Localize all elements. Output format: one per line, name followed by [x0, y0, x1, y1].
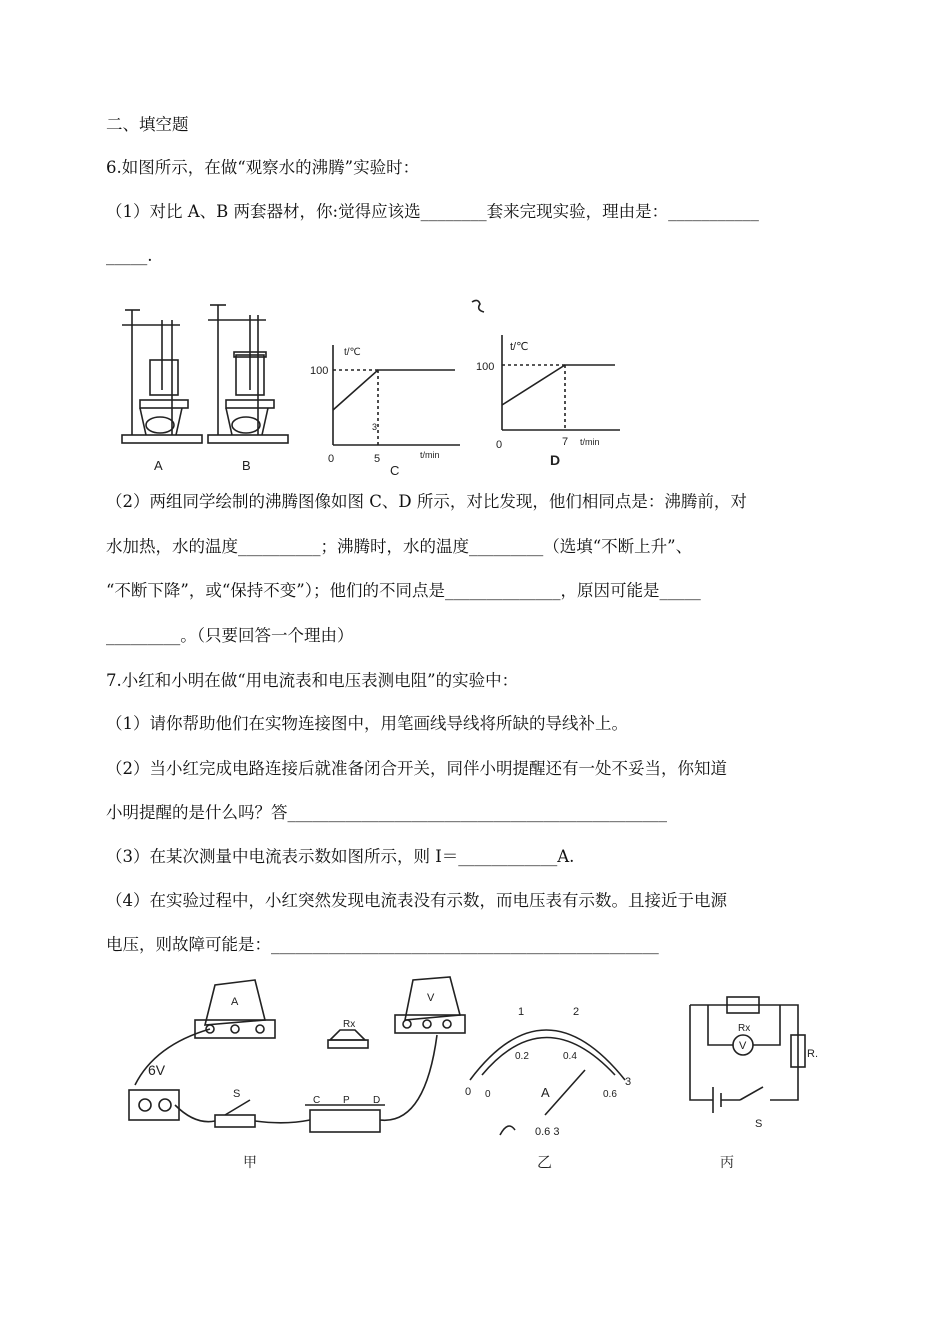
q7-part1: （1）请你帮助他们在实物连接图中，用笔画线导线将所缺的导线补上。: [106, 714, 628, 733]
graph-c-xlabel: t/min: [420, 450, 440, 460]
caption-jia: 甲: [243, 1154, 257, 1170]
rheostat-c: C: [313, 1095, 321, 1106]
graph-d-xlabel: t/min: [580, 437, 600, 447]
caption-bing: 丙: [720, 1154, 734, 1170]
graph-c-ytick: 100: [310, 365, 329, 377]
ammeter-letter-jia: A: [231, 996, 239, 1008]
rheostat-d: D: [373, 1095, 381, 1106]
q7-part2-line2: 小明提醒的是什么吗？答______________________________________________: [106, 803, 667, 822]
graph-d-xtick: 7: [562, 436, 569, 448]
ammeter-terminals: 0.6 3: [535, 1126, 560, 1138]
q7-figure: [115, 975, 855, 1180]
q6-part1-line2: _____.: [106, 246, 153, 265]
section-heading: 二、填空题: [106, 115, 189, 134]
scale-top-2: 2: [573, 1006, 580, 1018]
rheostat-p: P: [343, 1095, 350, 1106]
q7-part2-line1: （2）当小红完成电路连接后就准备闭合开关，同伴小明提醒还有一处不妥当，你知道: [106, 759, 727, 778]
q6-part2-line3: “不断下降”，或“保持不变”）；他们的不同点是______________，原因可能是_____: [106, 581, 701, 600]
switch-label: S: [233, 1088, 241, 1100]
caption-yi: 乙: [537, 1154, 553, 1171]
battery-label: 6V: [148, 1062, 166, 1078]
graph-c-ylabel: t/℃: [344, 347, 361, 358]
apparatus-b: [208, 305, 288, 443]
q7-part4-line2: 电压，则故障可能是：_______________________________________________: [106, 935, 659, 954]
scale-bottom-06: 0.6: [603, 1089, 617, 1100]
ammeter-letter: A: [541, 1085, 550, 1100]
graph-c: [333, 345, 460, 445]
scale-bottom-04: 0.4: [563, 1051, 577, 1062]
q6-part1-line1: （1）对比 A、B 两套器材，你:觉得应该选________套来完现实验，理由是：___________: [106, 202, 759, 221]
q6-figure: [110, 290, 650, 475]
schematic-s: S: [755, 1118, 763, 1130]
q6-part2-line1: （2）两组同学绘制的沸腾图像如图 C、D 所示，对比发现，他们相同点是：沸腾前，对: [106, 492, 747, 511]
schematic-r: R.: [807, 1048, 818, 1060]
label-c: C: [390, 463, 400, 475]
schematic-v: V: [739, 1040, 747, 1052]
q7-part4-line1: （4）在实验过程中，小红突然发现电流表没有示数，而电压表有示数。且接近于电源: [106, 891, 727, 910]
circuit-jia: [129, 977, 465, 1132]
q6-part2-line4: _________。（只要回答一个理由）: [106, 626, 354, 645]
scale-bottom-0: 0: [485, 1089, 491, 1100]
scale-top-0: 0: [465, 1086, 472, 1098]
ammeter-dial-yi: [470, 1030, 625, 1135]
q6-stem: 6.如图所示，在做“观察水的沸腾”实验时：: [106, 158, 420, 177]
graph-c-origin: 0: [328, 453, 335, 465]
schematic-rx: Rx: [738, 1023, 751, 1034]
q6-part2-line2: 水加热，水的温度__________；沸腾时，水的温度_________（选填“不断上升”、: [106, 537, 693, 556]
schematic-bing: [690, 997, 805, 1113]
graph-d-ytick: 100: [476, 361, 495, 373]
apparatus-a: [122, 310, 202, 443]
label-b: B: [242, 458, 251, 473]
q7-part3: （3）在某次测量中电流表示数如图所示，则 I＝____________A.: [106, 847, 575, 866]
label-d: D: [550, 452, 561, 468]
label-a: A: [154, 458, 163, 473]
scale-bottom-02: 0.2: [515, 1051, 529, 1062]
graph-c-mark: 3: [372, 422, 378, 432]
graph-d-ylabel: t/℃: [510, 341, 529, 353]
resistor-label: Rx: [343, 1019, 356, 1030]
graph-d-origin: 0: [496, 439, 503, 451]
scale-top-1: 1: [518, 1006, 525, 1018]
scale-top-3: 3: [625, 1076, 632, 1088]
q7-stem: 7.小红和小明在做“用电流表和电压表测电阻”的实验中：: [106, 671, 519, 690]
voltmeter-letter-jia: V: [427, 992, 435, 1004]
graph-c-xtick: 5: [374, 453, 381, 465]
